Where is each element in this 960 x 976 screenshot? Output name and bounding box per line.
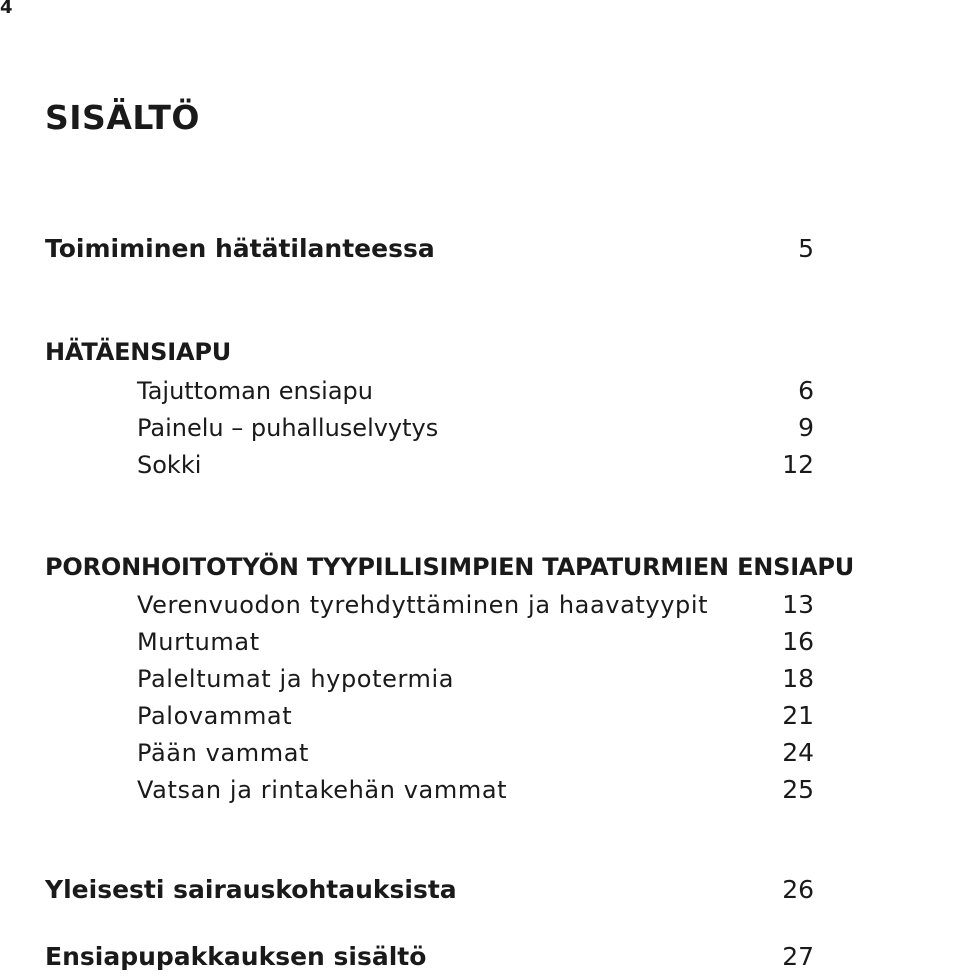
- toc-entry-ensiapupakkaus: Ensiapupakkauksen sisältö: [45, 942, 427, 971]
- toc-item-page: 9: [798, 413, 814, 442]
- toc-item-page: 12: [782, 450, 814, 479]
- toc-item-page: 18: [782, 664, 814, 693]
- toc-item-page: 25: [782, 775, 814, 804]
- toc-item-page: 6: [798, 376, 814, 405]
- toc-page-ensiapupakkaus: 27: [782, 942, 814, 971]
- toc-item: Pään vammat: [137, 739, 310, 767]
- toc-item: Palovammat: [137, 702, 293, 730]
- toc-item-page: 13: [782, 590, 814, 619]
- toc-item-page: 24: [782, 738, 814, 767]
- toc-entry-yleisesti: Yleisesti sairauskohtauksista: [45, 875, 457, 904]
- page-title: SISÄLTÖ: [45, 98, 200, 137]
- toc-item-page: 21: [782, 701, 814, 730]
- toc-section-poronhoito: PORONHOITOTYÖN TYYPILLISIMPIEN TAPATURMIEN ENSIAPU: [45, 553, 855, 581]
- toc-entry-toimiminen: Toimiminen hätätilanteessa: [45, 234, 435, 263]
- toc-item: Sokki: [137, 451, 202, 479]
- toc-section-hataensiapu: HÄTÄENSIAPU: [45, 338, 232, 366]
- toc-item: Paleltumat ja hypotermia: [137, 665, 455, 693]
- toc-item: Painelu – puhalluselvytys: [137, 414, 439, 442]
- toc-page-toimiminen: 5: [798, 234, 814, 263]
- toc-item: Vatsan ja rintakehän vammat: [137, 776, 508, 804]
- toc-page-yleisesti: 26: [782, 875, 814, 904]
- toc-item: Verenvuodon tyrehdyttäminen ja haavatyypit: [137, 591, 709, 619]
- toc-item: Tajuttoman ensiapu: [137, 377, 374, 405]
- toc-item-page: 16: [782, 627, 814, 656]
- page-number: 4: [0, 0, 13, 18]
- toc-item: Murtumat: [137, 628, 260, 656]
